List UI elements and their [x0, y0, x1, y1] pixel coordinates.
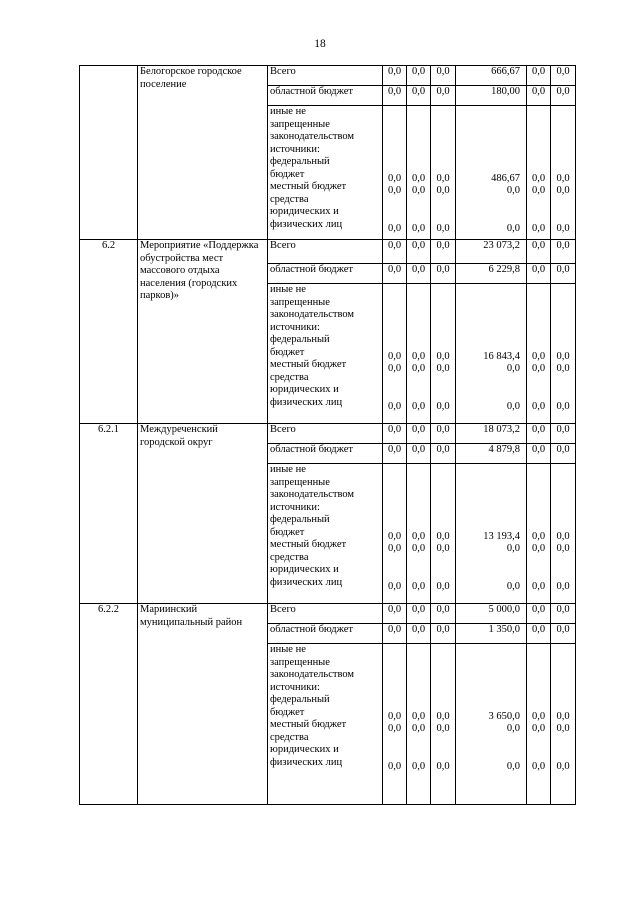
- funding-source-line: юридических и: [270, 384, 339, 395]
- funding-source-line: местный бюджет: [270, 181, 347, 192]
- funding-source-line: юридических и: [270, 564, 339, 575]
- value-legal-entities: 0,0: [436, 400, 450, 412]
- funding-source-line: запрещенные: [270, 656, 330, 668]
- value-cell: 0,0: [383, 264, 407, 284]
- value-federal: 0,0: [411, 172, 426, 184]
- value-cell: 0,0: [551, 66, 576, 86]
- row-title: Мариинский муниципальный район: [138, 604, 268, 805]
- value-local: 0,0: [556, 543, 570, 554]
- table-row: [80, 424, 576, 444]
- value-local: 0,0: [531, 543, 546, 554]
- funding-source-line: источники:: [270, 501, 320, 513]
- value-local: 0,0: [506, 185, 520, 196]
- value-federal: 0,0: [436, 350, 450, 362]
- value-federal: 0,0: [556, 710, 570, 722]
- funding-source-list: [268, 284, 383, 424]
- funding-source-line: физических лиц: [270, 576, 343, 588]
- value-cell: 0,0: [431, 264, 456, 284]
- funding-source-label: областной бюджет: [268, 624, 383, 644]
- table-row: [80, 66, 576, 86]
- value-cell-group: [383, 106, 407, 240]
- value-legal-entities: 0,0: [411, 580, 426, 592]
- value-cell: 0,0: [407, 86, 431, 106]
- funding-source-line: бюджет: [270, 706, 305, 718]
- value-federal: 0,0: [387, 530, 402, 542]
- funding-source-list: [268, 106, 383, 240]
- value-local: 0,0: [387, 543, 402, 554]
- funding-source-line: законодательством: [270, 131, 355, 142]
- value-cell-group: [527, 106, 551, 240]
- value-cell: 0,0: [383, 66, 407, 86]
- value-federal: 0,0: [531, 530, 546, 542]
- funding-source-line: федеральный: [270, 334, 330, 345]
- funding-source-line: источники:: [270, 143, 320, 155]
- value-cell: 0,0: [431, 424, 456, 444]
- value-cell: 0,0: [431, 624, 456, 644]
- value-cell-group: [456, 644, 527, 805]
- value-cell: 0,0: [527, 66, 551, 86]
- value-legal-entities: 0,0: [387, 222, 402, 234]
- value-legal-entities: 0,0: [436, 222, 450, 234]
- value-federal: 0,0: [411, 530, 426, 542]
- value-cell-group: [383, 644, 407, 805]
- value-cell-group: [431, 106, 456, 240]
- funding-source-label: Всего: [268, 424, 383, 444]
- funding-source-line: иные не: [270, 106, 306, 117]
- value-local: 0,0: [531, 185, 546, 196]
- funding-source-line: юридических и: [270, 206, 339, 217]
- value-local: 0,0: [387, 723, 402, 734]
- funding-source-line: средства: [270, 371, 309, 383]
- funding-source-line: источники:: [270, 681, 320, 693]
- funding-source-line: местный бюджет: [270, 719, 347, 730]
- value-federal: 0,0: [556, 172, 570, 184]
- value-legal-entities: 0,0: [506, 760, 520, 772]
- value-federal: 0,0: [436, 172, 450, 184]
- value-cell: 180,00: [456, 86, 527, 106]
- value-legal-entities: 0,0: [531, 760, 546, 772]
- value-cell: 0,0: [383, 424, 407, 444]
- value-local: 0,0: [556, 185, 570, 196]
- value-cell: 0,0: [407, 444, 431, 464]
- value-cell-group: [551, 644, 576, 805]
- value-legal-entities: 0,0: [531, 400, 546, 412]
- funding-source-line: местный бюджет: [270, 359, 347, 370]
- value-federal: 0,0: [411, 350, 426, 362]
- value-cell-group: [551, 284, 576, 424]
- value-federal: 0,0: [387, 350, 402, 362]
- page-number: 18: [314, 38, 326, 50]
- value-cell: 23 073,2: [456, 240, 527, 264]
- value-cell: 0,0: [407, 264, 431, 284]
- funding-source-line: законодательством: [270, 309, 355, 320]
- value-cell: 0,0: [383, 86, 407, 106]
- funding-source-line: физических лиц: [270, 396, 343, 408]
- value-cell: 0,0: [383, 604, 407, 624]
- funding-source-line: запрещенные: [270, 118, 330, 130]
- value-federal: 486,67: [491, 172, 520, 184]
- value-federal: 0,0: [436, 710, 450, 722]
- funding-source-line: иные не: [270, 284, 306, 295]
- funding-source-line: иные не: [270, 464, 306, 475]
- table-row: [80, 604, 576, 624]
- funding-source-line: федеральный: [270, 514, 330, 525]
- value-cell: 0,0: [383, 240, 407, 264]
- value-cell-group: [431, 464, 456, 604]
- value-federal: 0,0: [411, 710, 426, 722]
- budget-table: [79, 65, 576, 805]
- value-cell: 0,0: [383, 624, 407, 644]
- value-cell-group: [407, 284, 431, 424]
- value-cell: 18 073,2: [456, 424, 527, 444]
- value-local: 0,0: [506, 723, 520, 734]
- value-local: 0,0: [556, 723, 570, 734]
- value-local: 0,0: [387, 363, 402, 374]
- row-number: 6.2.1: [80, 424, 138, 604]
- value-legal-entities: 0,0: [531, 222, 546, 234]
- value-cell: 5 000,0: [456, 604, 527, 624]
- funding-source-line: юридических и: [270, 744, 339, 755]
- value-local: 0,0: [436, 723, 450, 734]
- value-cell-group: [551, 106, 576, 240]
- value-cell-group: [527, 284, 551, 424]
- value-cell: 0,0: [527, 264, 551, 284]
- value-legal-entities: 0,0: [387, 760, 402, 772]
- funding-source-label: областной бюджет: [268, 264, 383, 284]
- value-cell: 0,0: [431, 604, 456, 624]
- value-cell-group: [407, 464, 431, 604]
- value-legal-entities: 0,0: [436, 580, 450, 592]
- value-federal: 0,0: [531, 350, 546, 362]
- value-legal-entities: 0,0: [556, 760, 570, 772]
- value-local: 0,0: [506, 363, 520, 374]
- row-title: Мероприятие «Поддержка обустройства мест массового отдыха населения (городских парков)»: [138, 240, 268, 424]
- value-cell: 4 879,8: [456, 444, 527, 464]
- value-cell-group: [527, 644, 551, 805]
- funding-source-line: федеральный: [270, 694, 330, 705]
- value-legal-entities: 0,0: [506, 222, 520, 234]
- value-cell: 0,0: [407, 424, 431, 444]
- funding-source-label: Всего: [268, 240, 383, 264]
- value-legal-entities: 0,0: [506, 580, 520, 592]
- value-cell: 0,0: [407, 624, 431, 644]
- row-title: Междуреченский городской округ: [138, 424, 268, 604]
- value-cell-group: [456, 464, 527, 604]
- funding-source-line: физических лиц: [270, 756, 343, 768]
- funding-source-label: Всего: [268, 66, 383, 86]
- funding-source-line: законодательством: [270, 669, 355, 680]
- table-row: [80, 240, 576, 264]
- value-cell: 0,0: [527, 86, 551, 106]
- value-cell: 0,0: [527, 424, 551, 444]
- value-cell-group: [527, 464, 551, 604]
- value-cell-group: [383, 464, 407, 604]
- value-cell-group: [431, 644, 456, 805]
- value-cell: 0,0: [551, 264, 576, 284]
- funding-source-line: бюджет: [270, 168, 305, 180]
- value-local: 0,0: [531, 723, 546, 734]
- value-local: 0,0: [436, 543, 450, 554]
- value-local: 0,0: [436, 363, 450, 374]
- value-cell: 0,0: [431, 240, 456, 264]
- value-legal-entities: 0,0: [411, 400, 426, 412]
- row-number: 6.2: [80, 240, 138, 424]
- value-cell: 0,0: [551, 240, 576, 264]
- funding-source-list: [268, 464, 383, 604]
- value-cell: 0,0: [407, 66, 431, 86]
- funding-source-line: бюджет: [270, 526, 305, 538]
- value-local: 0,0: [506, 543, 520, 554]
- funding-source-label: Всего: [268, 604, 383, 624]
- funding-source-line: средства: [270, 193, 309, 205]
- value-cell-group: [407, 106, 431, 240]
- value-legal-entities: 0,0: [411, 222, 426, 234]
- value-federal: 3 650,0: [488, 710, 520, 722]
- value-federal: 0,0: [556, 530, 570, 542]
- value-cell: 0,0: [527, 444, 551, 464]
- funding-source-line: средства: [270, 731, 309, 743]
- funding-source-line: законодательством: [270, 489, 355, 500]
- funding-source-line: средства: [270, 551, 309, 563]
- value-legal-entities: 0,0: [506, 400, 520, 412]
- value-federal: 0,0: [436, 530, 450, 542]
- value-legal-entities: 0,0: [387, 580, 402, 592]
- value-cell: 6 229,8: [456, 264, 527, 284]
- funding-source-line: федеральный: [270, 156, 330, 167]
- value-cell: 0,0: [431, 66, 456, 86]
- value-local: 0,0: [411, 363, 426, 374]
- value-legal-entities: 0,0: [436, 760, 450, 772]
- funding-source-line: физических лиц: [270, 218, 343, 230]
- row-title: Белогорское городское поселение: [138, 66, 268, 240]
- value-federal: 0,0: [531, 710, 546, 722]
- funding-source-label: областной бюджет: [268, 86, 383, 106]
- value-federal: 0,0: [387, 710, 402, 722]
- value-cell: 0,0: [383, 444, 407, 464]
- value-cell: 1 350,0: [456, 624, 527, 644]
- value-federal: 16 843,4: [483, 350, 520, 362]
- value-local: 0,0: [436, 185, 450, 196]
- value-cell-group: [551, 464, 576, 604]
- value-cell: 666,67: [456, 66, 527, 86]
- value-cell: 0,0: [551, 86, 576, 106]
- value-legal-entities: 0,0: [411, 760, 426, 772]
- value-cell: 0,0: [431, 86, 456, 106]
- funding-source-list: [268, 644, 383, 805]
- value-cell: 0,0: [551, 444, 576, 464]
- value-legal-entities: 0,0: [556, 222, 570, 234]
- value-cell: 0,0: [527, 624, 551, 644]
- value-cell-group: [456, 284, 527, 424]
- funding-source-label: областной бюджет: [268, 444, 383, 464]
- value-local: 0,0: [556, 363, 570, 374]
- row-number: [80, 66, 138, 240]
- value-cell-group: [456, 106, 527, 240]
- funding-source-line: местный бюджет: [270, 539, 347, 550]
- funding-source-line: источники:: [270, 321, 320, 333]
- value-cell: 0,0: [431, 444, 456, 464]
- value-cell: 0,0: [527, 240, 551, 264]
- value-cell: 0,0: [527, 604, 551, 624]
- funding-source-line: бюджет: [270, 346, 305, 358]
- row-number: 6.2.2: [80, 604, 138, 805]
- value-legal-entities: 0,0: [387, 400, 402, 412]
- value-cell: 0,0: [551, 604, 576, 624]
- value-cell: 0,0: [551, 424, 576, 444]
- value-local: 0,0: [411, 543, 426, 554]
- value-cell-group: [407, 644, 431, 805]
- value-local: 0,0: [531, 363, 546, 374]
- value-local: 0,0: [411, 723, 426, 734]
- value-cell: 0,0: [407, 604, 431, 624]
- value-legal-entities: 0,0: [556, 580, 570, 592]
- value-local: 0,0: [411, 185, 426, 196]
- funding-source-line: запрещенные: [270, 476, 330, 488]
- value-federal: 0,0: [387, 172, 402, 184]
- value-cell-group: [383, 284, 407, 424]
- value-federal: 0,0: [531, 172, 546, 184]
- value-local: 0,0: [387, 185, 402, 196]
- value-cell-group: [431, 284, 456, 424]
- value-legal-entities: 0,0: [531, 580, 546, 592]
- value-federal: 13 193,4: [483, 530, 520, 542]
- value-federal: 0,0: [556, 350, 570, 362]
- value-cell: 0,0: [407, 240, 431, 264]
- funding-source-line: иные не: [270, 644, 306, 655]
- funding-source-line: запрещенные: [270, 296, 330, 308]
- value-legal-entities: 0,0: [556, 400, 570, 412]
- value-cell: 0,0: [551, 624, 576, 644]
